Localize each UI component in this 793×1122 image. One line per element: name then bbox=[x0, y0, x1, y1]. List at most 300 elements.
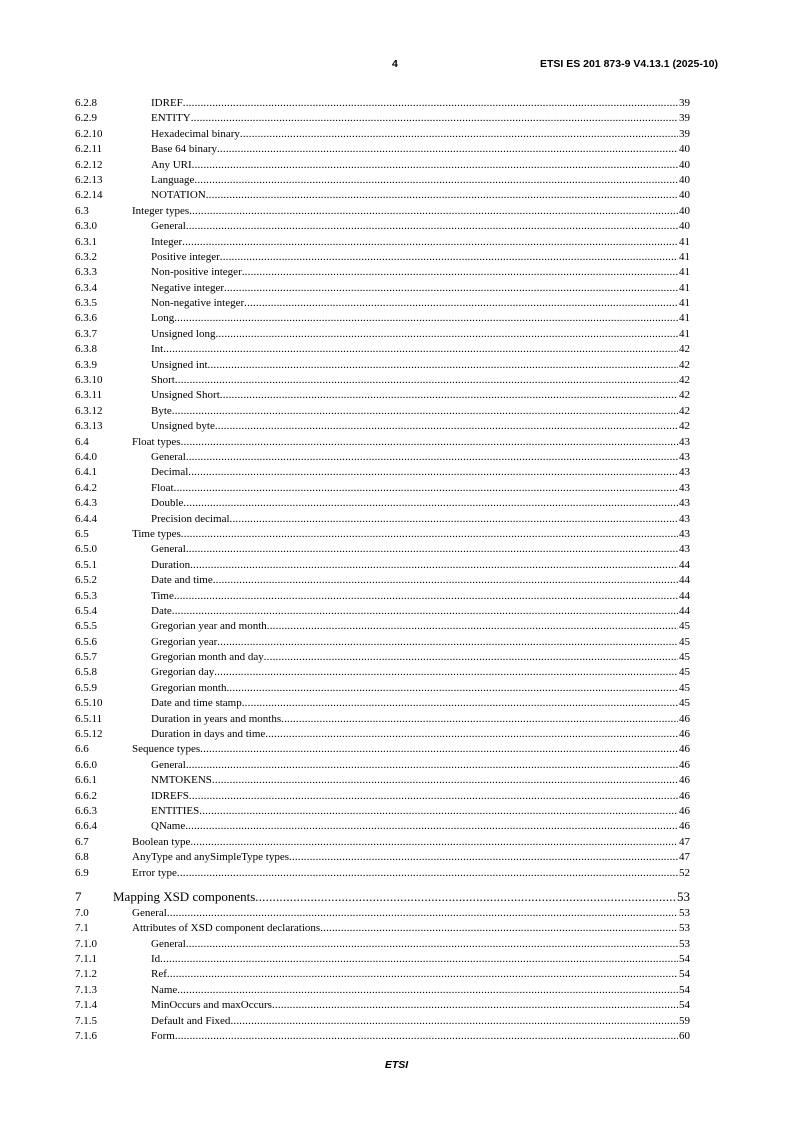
toc-dot-leader bbox=[175, 1029, 678, 1044]
toc-dot-leader bbox=[281, 712, 678, 727]
toc-entry[interactable] bbox=[75, 696, 690, 711]
toc-entry-title: Gregorian month and day bbox=[151, 651, 264, 664]
toc-entry-number: 6.4.3 bbox=[75, 497, 97, 510]
toc-entry-page: 45 bbox=[679, 666, 690, 679]
toc-entry[interactable] bbox=[75, 635, 690, 650]
toc-entry-number: 6.3.6 bbox=[75, 312, 97, 325]
toc-entry-line bbox=[151, 712, 690, 727]
toc-entry[interactable] bbox=[75, 619, 690, 634]
toc-entry-page: 43 bbox=[679, 481, 690, 494]
toc-entry-title: Language bbox=[151, 173, 195, 186]
toc-entry[interactable] bbox=[75, 967, 690, 982]
toc-entry-page: 41 bbox=[679, 235, 690, 248]
toc-entry-title: Decimal bbox=[151, 466, 189, 479]
toc-entry-line bbox=[151, 952, 690, 967]
toc-entry-page: 40 bbox=[679, 189, 690, 202]
toc-entry[interactable] bbox=[75, 158, 690, 173]
toc-entry-page: 39 bbox=[679, 97, 690, 109]
toc-entry[interactable] bbox=[75, 921, 690, 936]
toc-dot-leader bbox=[199, 804, 678, 819]
toc-entry-number: 7.1.2 bbox=[75, 968, 97, 981]
toc-dot-leader bbox=[181, 527, 678, 542]
toc-entry[interactable] bbox=[75, 219, 690, 234]
toc-entry-number: 6.5.4 bbox=[75, 604, 97, 617]
toc-entry-title: QName bbox=[151, 820, 186, 833]
toc-entry-line bbox=[151, 1014, 690, 1029]
toc-dot-leader bbox=[174, 311, 678, 326]
toc-entry-page: 53 bbox=[679, 937, 690, 950]
toc-dot-leader bbox=[226, 681, 678, 696]
page-number: 4 bbox=[392, 58, 398, 70]
toc-entry[interactable] bbox=[75, 887, 690, 906]
toc-entry-number: 6.5.5 bbox=[75, 620, 97, 633]
toc-dot-leader bbox=[191, 111, 678, 126]
toc-entry-number: 6.5.6 bbox=[75, 635, 97, 648]
toc-entry-page: 42 bbox=[679, 343, 690, 356]
toc-dot-leader bbox=[186, 758, 678, 773]
toc-entry-page: 44 bbox=[679, 574, 690, 587]
toc-entry[interactable] bbox=[75, 789, 690, 804]
toc-entry-number: 6.5.8 bbox=[75, 666, 97, 679]
toc-entry[interactable] bbox=[75, 435, 690, 450]
toc-entry-title: Base 64 binary bbox=[151, 143, 217, 156]
toc-entry-number: 6.3.1 bbox=[75, 235, 97, 248]
toc-entry-line bbox=[151, 727, 690, 742]
toc-entry-title: Integer bbox=[151, 235, 183, 248]
toc-entry-number: 6.7 bbox=[75, 835, 89, 848]
toc-entry-number: 7.1.0 bbox=[75, 937, 97, 950]
toc-entry-page: 41 bbox=[679, 281, 690, 294]
toc-entry[interactable] bbox=[75, 773, 690, 788]
toc-entry-page: 40 bbox=[679, 204, 690, 217]
toc-entry[interactable] bbox=[75, 727, 690, 742]
toc-entry-line bbox=[151, 265, 690, 280]
page-footer: ETSI bbox=[384, 1059, 409, 1071]
toc-entry-title: Long bbox=[151, 312, 175, 325]
toc-dot-leader bbox=[183, 96, 678, 111]
toc-entry-line bbox=[151, 127, 690, 142]
toc-entry[interactable] bbox=[75, 558, 690, 573]
toc-entry[interactable] bbox=[75, 650, 690, 665]
toc-entry-title: IDREF bbox=[151, 97, 183, 109]
toc-entry-title: Ref bbox=[151, 968, 167, 981]
toc-entry-line bbox=[151, 358, 690, 373]
toc-dot-leader bbox=[172, 604, 678, 619]
toc-dot-leader bbox=[242, 696, 678, 711]
toc-entry-number: 6.2.10 bbox=[75, 127, 103, 140]
toc-entry-number: 7.0 bbox=[75, 906, 89, 919]
toc-dot-leader bbox=[255, 887, 676, 906]
toc-dot-leader bbox=[175, 373, 678, 388]
toc-entry-title: Gregorian day bbox=[151, 666, 215, 679]
toc-dot-leader bbox=[230, 512, 678, 527]
toc-entry-line bbox=[151, 512, 690, 527]
toc-entry-line bbox=[151, 281, 690, 296]
toc-entry-line bbox=[151, 388, 690, 403]
toc-entry-line bbox=[151, 96, 690, 111]
toc-entry-page: 54 bbox=[679, 983, 690, 996]
toc-dot-leader bbox=[240, 127, 678, 142]
toc-entry-line bbox=[151, 635, 690, 650]
toc-entry-line bbox=[132, 866, 690, 881]
toc-entry-line bbox=[151, 158, 690, 173]
toc-entry-line bbox=[151, 789, 690, 804]
toc-entry-page: 47 bbox=[679, 851, 690, 864]
toc-entry-page: 54 bbox=[679, 953, 690, 966]
toc-entry[interactable] bbox=[75, 111, 690, 126]
toc-entry-page: 46 bbox=[679, 728, 690, 741]
toc-entry[interactable] bbox=[75, 1029, 690, 1044]
toc-dot-leader bbox=[186, 450, 678, 465]
toc-dot-leader bbox=[244, 296, 678, 311]
toc-entry-title: Unsigned Short bbox=[151, 389, 220, 402]
toc-dot-leader bbox=[190, 835, 678, 850]
toc-entry[interactable] bbox=[75, 358, 690, 373]
toc-entry-title: Unsigned byte bbox=[151, 420, 215, 433]
toc-entry-number: 6.2.12 bbox=[75, 158, 103, 171]
toc-entry-line bbox=[132, 906, 690, 921]
toc-entry-page: 42 bbox=[679, 374, 690, 387]
toc-entry[interactable] bbox=[75, 758, 690, 773]
toc-entry-title: ENTITY bbox=[151, 112, 191, 125]
toc-dot-leader bbox=[242, 265, 678, 280]
toc-entry[interactable] bbox=[75, 1014, 690, 1029]
toc-entry-title: Negative integer bbox=[151, 281, 224, 294]
document-id: ETSI ES 201 873-9 V4.13.1 (2025-10) bbox=[539, 58, 718, 70]
toc-dot-leader bbox=[167, 906, 678, 921]
toc-dot-leader bbox=[186, 937, 678, 952]
toc-entry[interactable] bbox=[75, 204, 690, 219]
toc-entry-page: 59 bbox=[679, 1014, 690, 1027]
toc-entry-line bbox=[151, 983, 690, 998]
toc-entry[interactable] bbox=[75, 866, 690, 881]
toc-entry-line bbox=[151, 589, 690, 604]
toc-entry-line bbox=[151, 142, 690, 157]
toc-entry[interactable] bbox=[75, 589, 690, 604]
toc-entry-title: General bbox=[151, 450, 186, 463]
toc-entry-page: 40 bbox=[679, 143, 690, 156]
toc-dot-leader bbox=[208, 358, 678, 373]
toc-entry-line bbox=[151, 573, 690, 588]
toc-entry-number: 6.2.14 bbox=[75, 189, 103, 202]
toc-entry[interactable] bbox=[75, 265, 690, 280]
toc-entry-page: 45 bbox=[679, 620, 690, 633]
toc-entry-number: 6.6.2 bbox=[75, 789, 97, 802]
toc-entry-line bbox=[151, 804, 690, 819]
toc-entry-page: 53 bbox=[679, 922, 690, 935]
toc-entry-title: Name bbox=[151, 983, 178, 996]
toc-entry[interactable] bbox=[75, 542, 690, 557]
toc-entry[interactable] bbox=[75, 373, 690, 388]
toc-entry-page: 41 bbox=[679, 297, 690, 310]
toc-entry-line bbox=[151, 1029, 690, 1044]
toc-entry-number: 6.5.1 bbox=[75, 558, 97, 571]
toc-entry-line bbox=[151, 219, 690, 234]
toc-dot-leader bbox=[213, 573, 678, 588]
toc-entry[interactable] bbox=[75, 327, 690, 342]
toc-entry[interactable] bbox=[75, 235, 690, 250]
toc-dot-leader bbox=[185, 819, 678, 834]
toc-entry-line bbox=[151, 235, 690, 250]
toc-dot-leader bbox=[188, 465, 678, 480]
toc-entry-title: Date and time stamp bbox=[151, 697, 242, 710]
toc-entry-number: 6.5.11 bbox=[75, 712, 103, 725]
toc-entry-title: Time bbox=[151, 589, 174, 602]
toc-entry-page: 45 bbox=[679, 681, 690, 694]
toc-entry-title: Date and time bbox=[151, 574, 213, 587]
toc-entry-title: Positive integer bbox=[151, 250, 220, 263]
toc-entry-line bbox=[151, 696, 690, 711]
toc-entry-line bbox=[151, 404, 690, 419]
toc-entry-number: 6.6.1 bbox=[75, 774, 97, 787]
toc-entry-title: General bbox=[151, 220, 186, 233]
toc-entry-page: 47 bbox=[679, 835, 690, 848]
toc-entry-page: 45 bbox=[679, 697, 690, 710]
toc-entry-title: Form bbox=[151, 1030, 175, 1043]
toc-entry-page: 46 bbox=[679, 758, 690, 771]
toc-entry[interactable] bbox=[75, 465, 690, 480]
toc-entry[interactable] bbox=[75, 604, 690, 619]
toc-entry-line bbox=[151, 967, 690, 982]
toc-entry[interactable] bbox=[75, 804, 690, 819]
toc-entry-page: 45 bbox=[679, 635, 690, 648]
toc-entry-number: 6.3 bbox=[75, 204, 89, 217]
toc-entry-number: 6.5 bbox=[75, 527, 89, 540]
toc-entry-page: 53 bbox=[679, 906, 690, 919]
toc-entry-title: Gregorian year and month bbox=[151, 620, 267, 633]
toc-entry[interactable] bbox=[75, 742, 690, 757]
toc-entry-number: 6.3.0 bbox=[75, 220, 97, 233]
toc-entry[interactable] bbox=[75, 998, 690, 1013]
toc-entry[interactable] bbox=[75, 404, 690, 419]
toc-entry-page: 43 bbox=[679, 435, 690, 448]
toc-entry-line bbox=[132, 850, 690, 865]
toc-entry-number: 6.5.3 bbox=[75, 589, 97, 602]
toc-entry-title: Duration bbox=[151, 558, 191, 571]
toc-entry-number: 6.5.2 bbox=[75, 574, 97, 587]
toc-entry-number: 6.5.10 bbox=[75, 697, 103, 710]
toc-entry[interactable] bbox=[75, 835, 690, 850]
toc-entry-title: AnyType and anySimpleType types bbox=[132, 851, 290, 864]
toc-entry-page: 39 bbox=[679, 127, 690, 140]
toc-entry-line bbox=[151, 373, 690, 388]
toc-entry[interactable] bbox=[75, 127, 690, 142]
toc-entry[interactable] bbox=[75, 188, 690, 203]
toc-entry[interactable] bbox=[75, 173, 690, 188]
toc-entry-page: 39 bbox=[679, 112, 690, 125]
toc-dot-leader bbox=[174, 481, 678, 496]
toc-dot-leader bbox=[217, 142, 678, 157]
toc-entry[interactable] bbox=[75, 681, 690, 696]
toc-entry-title: Byte bbox=[151, 404, 172, 417]
toc-entry-title: ENTITIES bbox=[151, 804, 200, 817]
toc-entry-page: 43 bbox=[679, 543, 690, 556]
toc-entry-title: Int bbox=[151, 343, 164, 356]
toc-entry-line bbox=[151, 619, 690, 634]
toc-entry[interactable] bbox=[75, 819, 690, 834]
toc-entry-title: Gregorian month bbox=[151, 681, 227, 694]
toc-entry-page: 41 bbox=[679, 312, 690, 325]
toc-entry-page: 54 bbox=[679, 999, 690, 1012]
toc-dot-leader bbox=[163, 342, 678, 357]
toc-entry-number: 6.4 bbox=[75, 435, 89, 448]
toc-entry-title: Precision decimal bbox=[151, 512, 230, 525]
toc-dot-leader bbox=[212, 773, 678, 788]
toc-dot-leader bbox=[167, 967, 678, 982]
toc-dot-leader bbox=[267, 619, 678, 634]
toc-entry-title: Integer types bbox=[132, 204, 190, 217]
toc-dot-leader bbox=[194, 173, 678, 188]
toc-entry-title: Non-positive integer bbox=[151, 266, 242, 279]
toc-entry-line bbox=[151, 998, 690, 1013]
toc-entry-number: 6.6.0 bbox=[75, 758, 97, 771]
toc-entry-page: 43 bbox=[679, 466, 690, 479]
toc-entry-line bbox=[151, 250, 690, 265]
toc-entry-page: 43 bbox=[679, 497, 690, 510]
toc-entry-line bbox=[151, 450, 690, 465]
toc-entry-line bbox=[151, 937, 690, 952]
toc-entry-number: 6.3.8 bbox=[75, 343, 97, 356]
toc-entry[interactable] bbox=[75, 665, 690, 680]
toc-entry[interactable] bbox=[75, 512, 690, 527]
toc-dot-leader bbox=[220, 250, 678, 265]
toc-entry-page: 46 bbox=[679, 804, 690, 817]
toc-dot-leader bbox=[189, 204, 678, 219]
toc-entry-line bbox=[151, 758, 690, 773]
toc-entry-page: 45 bbox=[679, 651, 690, 664]
toc-entry-page: 46 bbox=[679, 774, 690, 787]
toc-entry-number: 6.6.3 bbox=[75, 804, 97, 817]
toc-entry-title: Non-negative integer bbox=[151, 297, 245, 310]
toc-entry-page: 42 bbox=[679, 358, 690, 371]
toc-entry-page: 42 bbox=[679, 389, 690, 402]
toc-entry[interactable] bbox=[75, 850, 690, 865]
toc-entry-title: Duration in years and months bbox=[151, 712, 282, 725]
toc-dot-leader bbox=[214, 665, 678, 680]
toc-entry-title: Default and Fixed bbox=[151, 1014, 231, 1027]
toc-dot-leader bbox=[224, 281, 678, 296]
toc-entry-number: 6.5.0 bbox=[75, 543, 97, 556]
toc-entry-page: 40 bbox=[679, 158, 690, 171]
toc-entry-line bbox=[151, 111, 690, 126]
toc-dot-leader bbox=[183, 496, 678, 511]
toc-entry-line bbox=[132, 835, 690, 850]
toc-entry[interactable] bbox=[75, 527, 690, 542]
toc-entry-title: Error type bbox=[132, 866, 177, 879]
toc-dot-leader bbox=[265, 727, 678, 742]
toc-entry-page: 40 bbox=[679, 220, 690, 233]
toc-entry-number: 6.5.12 bbox=[75, 728, 103, 741]
toc-entry-number: 6.6.4 bbox=[75, 820, 97, 833]
toc-entry-line bbox=[132, 527, 690, 542]
toc-entry-page: 42 bbox=[679, 404, 690, 417]
toc-entry-title: Unsigned long bbox=[151, 327, 216, 340]
toc-entry[interactable] bbox=[75, 906, 690, 921]
toc-entry[interactable] bbox=[75, 142, 690, 157]
toc-entry[interactable] bbox=[75, 712, 690, 727]
toc-entry-line bbox=[151, 773, 690, 788]
toc-entry[interactable] bbox=[75, 296, 690, 311]
toc-entry-page: 41 bbox=[679, 327, 690, 340]
toc-entry[interactable] bbox=[75, 96, 690, 111]
toc-entry-title: Boolean type bbox=[132, 835, 191, 848]
page-header bbox=[0, 58, 793, 72]
toc-dot-leader bbox=[215, 327, 678, 342]
table-of-contents bbox=[75, 96, 690, 1044]
toc-entry-title: General bbox=[132, 906, 167, 919]
toc-dot-leader bbox=[215, 419, 678, 434]
toc-entry-title: Mapping XSD components bbox=[113, 888, 256, 904]
toc-entry[interactable] bbox=[75, 937, 690, 952]
toc-dot-leader bbox=[174, 589, 678, 604]
toc-entry-number: 6.4.1 bbox=[75, 466, 97, 479]
toc-entry[interactable] bbox=[75, 952, 690, 967]
toc-dot-leader bbox=[186, 219, 678, 234]
toc-entry[interactable] bbox=[75, 281, 690, 296]
toc-entry[interactable] bbox=[75, 450, 690, 465]
toc-dot-leader bbox=[272, 998, 678, 1013]
toc-entry-line bbox=[151, 419, 690, 434]
toc-entry[interactable] bbox=[75, 496, 690, 511]
toc-entry[interactable] bbox=[75, 419, 690, 434]
toc-dot-leader bbox=[264, 650, 678, 665]
toc-entry-title: NOTATION bbox=[151, 189, 206, 202]
toc-entry-line bbox=[151, 496, 690, 511]
toc-entry-number: 6.3.9 bbox=[75, 358, 97, 371]
toc-entry-title: General bbox=[151, 758, 186, 771]
toc-entry-line bbox=[113, 887, 690, 906]
toc-entry-line bbox=[151, 173, 690, 188]
toc-dot-leader bbox=[172, 404, 678, 419]
toc-entry-page: 53 bbox=[677, 888, 690, 904]
toc-entry-number: 6.3.7 bbox=[75, 327, 97, 340]
toc-entry-line bbox=[151, 296, 690, 311]
toc-entry-number: 6.8 bbox=[75, 851, 89, 864]
toc-entry[interactable] bbox=[75, 983, 690, 998]
toc-entry[interactable] bbox=[75, 250, 690, 265]
toc-entry-number: 6.3.10 bbox=[75, 374, 103, 387]
toc-entry-page: 44 bbox=[679, 558, 690, 571]
toc-entry-title: Short bbox=[151, 374, 175, 387]
toc-entry-page: 43 bbox=[679, 512, 690, 525]
toc-entry-page: 42 bbox=[679, 420, 690, 433]
toc-entry-title: Time types bbox=[132, 527, 181, 540]
toc-entry-number: 6.4.2 bbox=[75, 481, 97, 494]
toc-entry[interactable] bbox=[75, 573, 690, 588]
toc-dot-leader bbox=[182, 235, 678, 250]
toc-entry-title: Any URI bbox=[151, 158, 192, 171]
toc-entry-page: 44 bbox=[679, 589, 690, 602]
toc-entry-title: Unsigned int bbox=[151, 358, 208, 371]
toc-dot-leader bbox=[189, 789, 678, 804]
toc-entry[interactable] bbox=[75, 311, 690, 326]
toc-entry[interactable] bbox=[75, 388, 690, 403]
toc-entry-title: Gregorian year bbox=[151, 635, 218, 648]
toc-entry-page: 60 bbox=[679, 1030, 690, 1043]
toc-entry-page: 46 bbox=[679, 743, 690, 756]
toc-entry[interactable] bbox=[75, 342, 690, 357]
toc-entry-number: 6.3.12 bbox=[75, 404, 103, 417]
toc-entry-line bbox=[151, 650, 690, 665]
toc-entry-line bbox=[151, 327, 690, 342]
toc-dot-leader bbox=[177, 983, 678, 998]
toc-entry-number: 7.1 bbox=[75, 922, 89, 935]
toc-entry-title: Duration in days and time bbox=[151, 728, 266, 741]
toc-entry-number: 6.9 bbox=[75, 866, 89, 879]
toc-entry-number: 6.5.7 bbox=[75, 651, 97, 664]
toc-entry[interactable] bbox=[75, 481, 690, 496]
toc-entry-number: 7.1.6 bbox=[75, 1030, 97, 1043]
